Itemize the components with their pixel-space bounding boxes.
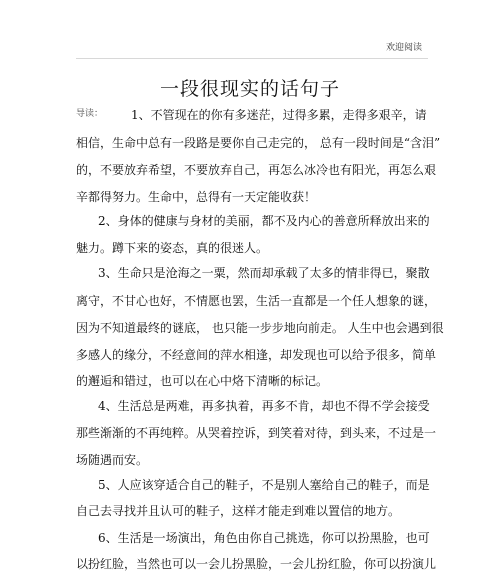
body-line: 离守，不甘心也好，不情愿也罢，生活一直都是一个任人想象的谜， <box>76 294 437 308</box>
header-divider <box>76 58 428 59</box>
body-line: 场随遇而安。 <box>76 453 149 467</box>
body-line: 4、生活总是两难，再多执着，再多不肯，却也不得不学会接受 <box>98 399 430 413</box>
body-line: 的邂逅和错过，也可以在心中烙下清晰的标记。 <box>76 374 329 388</box>
body-line: 6、生活是一场演出，角色由你自己挑选，你可以扮黑脸，也可 <box>98 531 430 545</box>
body-line: 多感人的缘分，不经意间的萍水相逢，却发现也可以给予很多，简单 <box>76 348 437 362</box>
body-line: 辛都得努力。生命中，总得有一天定能收获！ <box>76 190 317 204</box>
body-line: 因为不知道最终的谜底， 也只能一步步地向前走。 人生中也会遇到很 <box>76 321 444 335</box>
body-line: 5、人应该穿适合自己的鞋子，不是别人塞给自己的鞋子，而是 <box>98 478 430 492</box>
body-line: 1、不管现在的你有多迷茫，过得多累，走得多艰辛，请 <box>131 108 427 122</box>
body-line: 自己去寻找并且认可的鞋子，这样才能走到难以置信的地方。 <box>76 504 401 518</box>
header-note: 欢迎阅读 <box>386 43 423 53</box>
body-line: 3、生命只是沧海之一粟，然而却承载了太多的情非得已，聚散 <box>98 266 430 280</box>
page-title: 一段很现实的话句子 <box>159 78 340 100</box>
body-line: 2、身体的健康与身材的美丽，都不及内心的善意所释放出来的 <box>98 214 430 228</box>
body-line: 相信，生命中总有一段路是要你自己走完的， 总有一段时间是“含泪” <box>76 136 441 150</box>
body-line: 的，不要放弃希望，不要放弃自己，再怎么冰冷也有阳光，再怎么艰 <box>76 163 437 177</box>
body-line: 那些渐渐的不再纯粹。从哭着控诉，到笑着对待，到头来，不过是一 <box>76 426 437 440</box>
body-line: 以扮红脸，当然也可以一会儿扮黑脸，一会儿扮红脸，你可以扮演儿 <box>76 557 437 571</box>
guide-label: 导读： <box>76 109 104 119</box>
body-line: 魅力。蹲下来的姿态，真的很迷人。 <box>76 241 269 255</box>
